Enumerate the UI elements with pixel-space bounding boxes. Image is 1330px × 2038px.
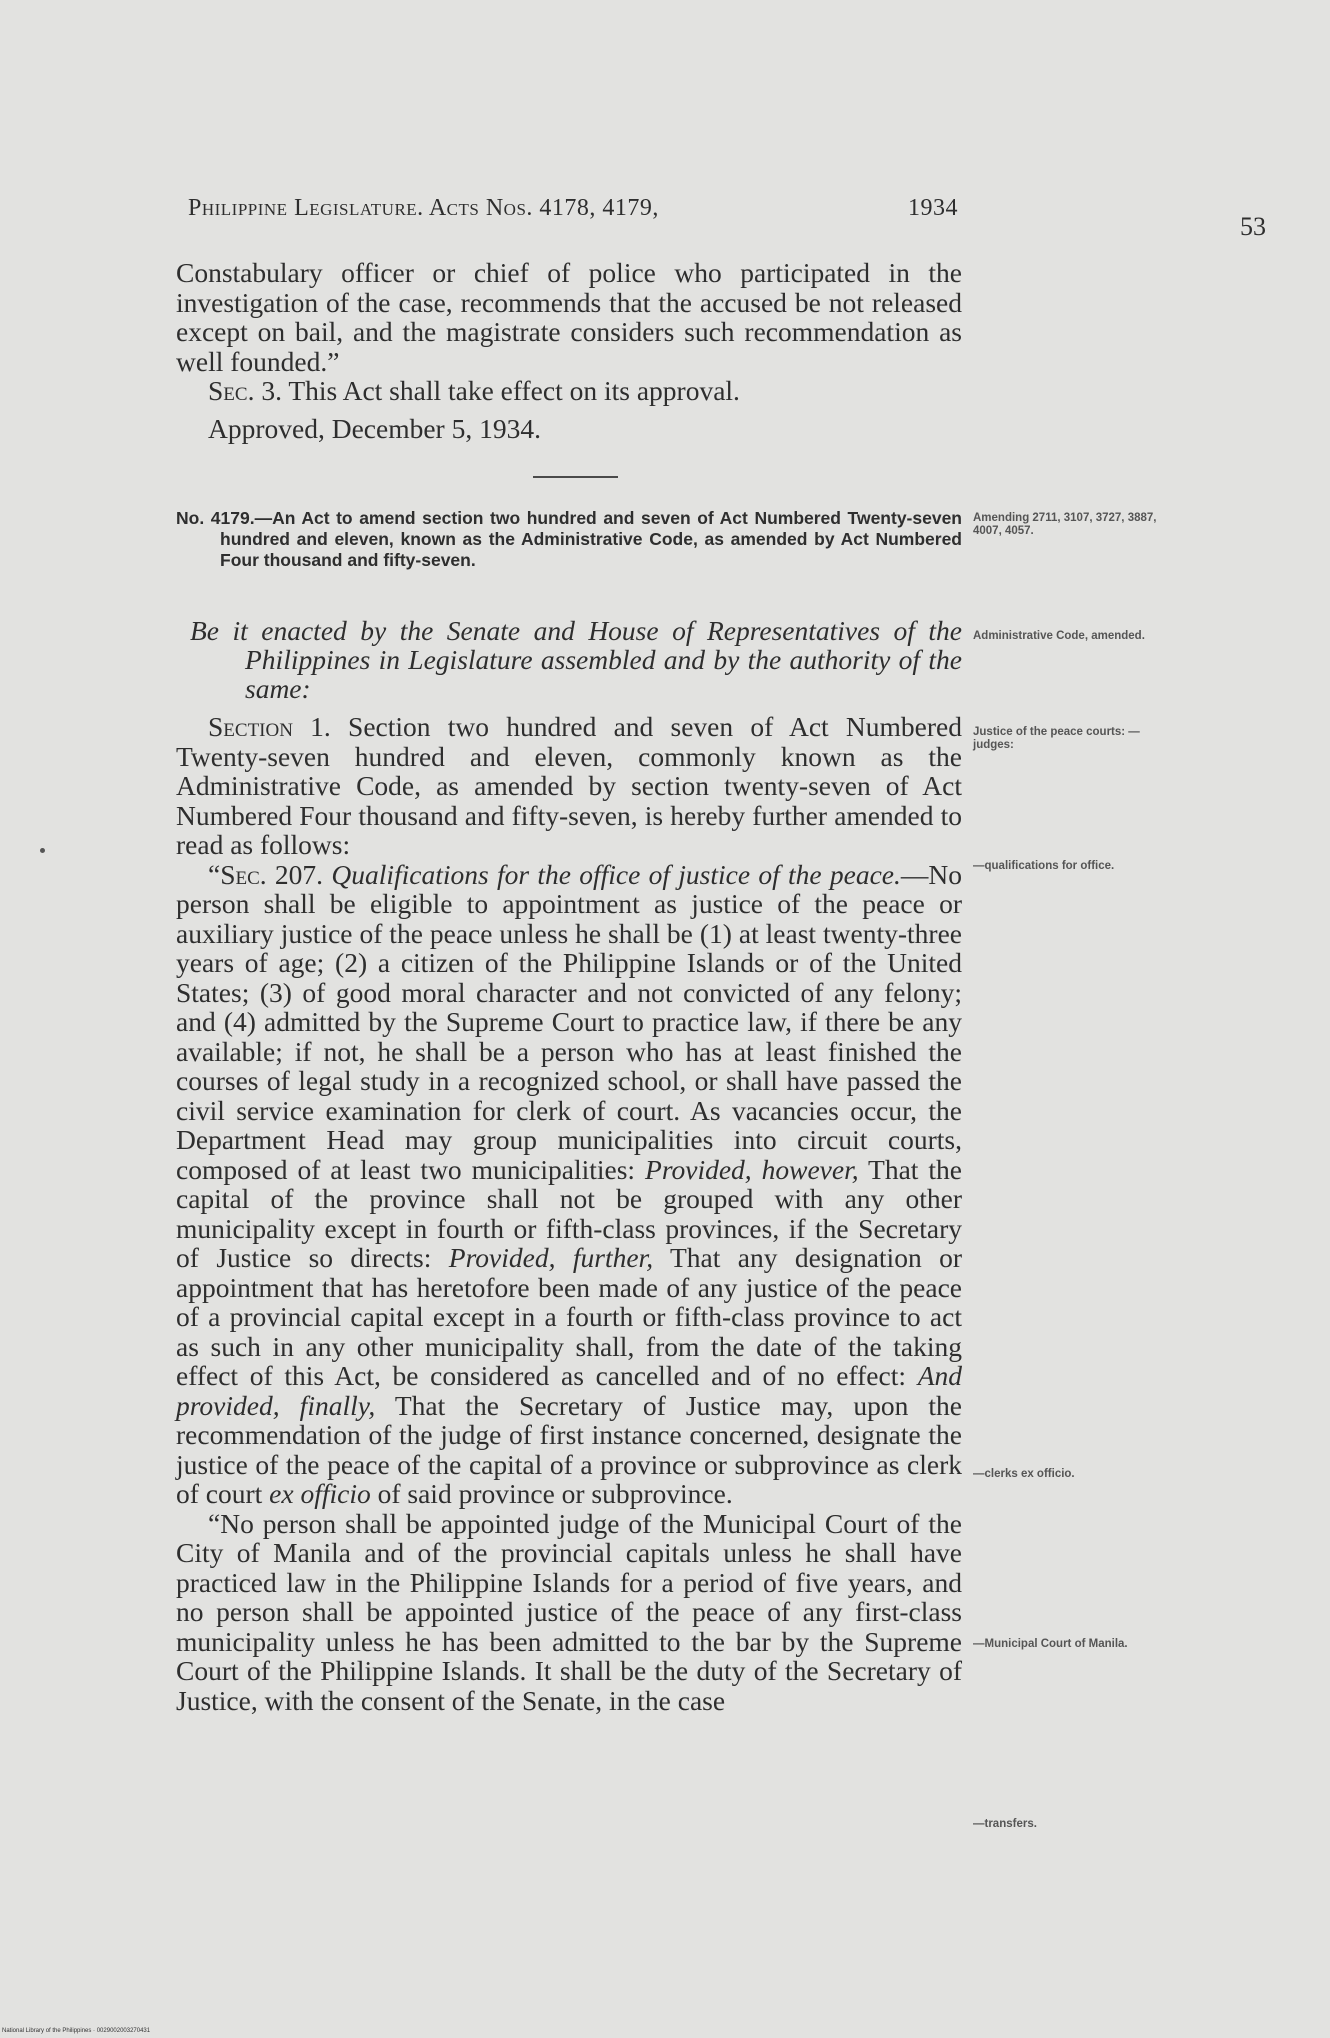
scan-footer: National Library of the Philippines · 0029002003270431 <box>2 2028 151 2034</box>
section-label: Section 1. <box>208 711 331 742</box>
margin-note-justice: Justice of the peace courts: —judges: <box>973 726 1140 751</box>
margin-note-amending: Amending 2711, 3107, 3727, 3887, 4007, 4057. <box>973 512 1157 537</box>
approval-line: Approved, December 5, 1934. <box>208 412 541 444</box>
sec207-open: “Sec. 207. <box>208 858 324 890</box>
enacting-clause: Be it enacted by the Senate and House of Representatives of the Philippines in Legislature assembled and by the authority of the same: <box>190 615 962 704</box>
running-header <box>188 195 958 222</box>
section-label: Sec. 3. <box>208 375 282 406</box>
sec207-text: —No person shall be eligible to appointment as justice of the peace or auxiliary justice of the peace unless he shall be (1) at least twenty-three years of age; (2) a citizen of the Philippine Islands or of the United States; (3) of good moral character and not convicted of any felony; and (4) admitted by the Supreme Court to practice law, if there be any available; if not, he shall be a person who has at least finished the courses of legal study in a recognized school, or shall have passed the civil service examination for clerk of court. As vacancies occur, the Department Head may group municipalities into circuit courts, composed of at least two municipalities: <box>176 858 962 1185</box>
sec207-heading: Qualifications for the office of justice of the peace. <box>331 858 901 890</box>
top-block <box>176 258 962 443</box>
section-text: Section two hundred and seven of Act Numbered Twenty-seven hundred and eleven, commonly known as the Administrative Code, as amended by section twenty-seven of Act Numbered Four thousand and fifty-seven, is hereby further amended to read as follows: <box>176 711 962 860</box>
section-3 <box>176 376 962 406</box>
margin-note-qualifications: —qualifications for office. <box>973 860 1115 872</box>
proviso: And provided, finally, <box>176 1360 962 1421</box>
ink-speck <box>40 848 45 853</box>
proviso: Provided, further, <box>448 1242 654 1273</box>
ex-officio: ex officio <box>269 1478 371 1509</box>
section-text: This Act shall take effect on its approval. <box>281 375 740 406</box>
proviso: Provided, however, <box>645 1153 859 1185</box>
page-number: 53 <box>1240 212 1266 241</box>
main-text <box>176 712 962 1715</box>
header-title: Philippine Legislature. Acts Nos. 4178, 4179, <box>188 195 659 221</box>
sec207-text: That any designation or appointment that has heretofore been made of any justice of the peace of a provincial capital except in a fourth or fifth-class province to act as such in any other municipality shall, from the date of the taking effect of this Act, be considered as cancelled and of no effect: <box>176 1242 963 1391</box>
section-207 <box>176 860 962 1509</box>
header-year: 1934 <box>908 195 958 221</box>
margin-note-municipal: —Municipal Court of Manila. <box>973 1638 1128 1650</box>
sec207-text: That the Secretary of Justice may, upon the recommendation of the judge of first instance concerned, designate the justice of the peace of the capital of a province or subprovince as clerk of court <box>176 1389 962 1509</box>
margin-note-admin-code: Administrative Code, amended. <box>973 630 1145 642</box>
margin-note-clerks: —clerks ex officio. <box>973 1468 1075 1480</box>
act-title: No. 4179.—An Act to amend section two hundred and seven of Act Numbered Twenty-seven hundred and eleven, known as the Administrative Code, as amended by Act Numbered Four thousand and fifty-seven. <box>176 508 962 570</box>
margin-note-transfers: —transfers. <box>973 1818 1037 1830</box>
section-1 <box>176 712 962 860</box>
paragraph-municipal-court: “No person shall be appointed judge of the Municipal Court of the City of Manila and of the provincial capitals unless he shall have practiced law in the Philippine Islands for a period of five years, and no person shall be appointed justice of the peace of any first-class municipality unless he has been admitted to the bar by the Supreme Court of the Philippine Islands. It shall be the duty of the Secretary of Justice, with the consent of the Senate, in the case <box>176 1507 962 1716</box>
divider <box>533 476 618 478</box>
sec207-text: of said province or subprovince. <box>370 1478 733 1509</box>
paragraph: Constabulary officer or chief of police who participated in the investigation of the case, recommends that the accused be not released except on bail, and the magistrate considers such recommendation as well founded.” <box>176 257 962 377</box>
sec207-text: That the capital of the province shall not be grouped with any other municipality except in fourth or fifth-class provinces, if the Secretary of Justice so directs: <box>176 1153 962 1273</box>
